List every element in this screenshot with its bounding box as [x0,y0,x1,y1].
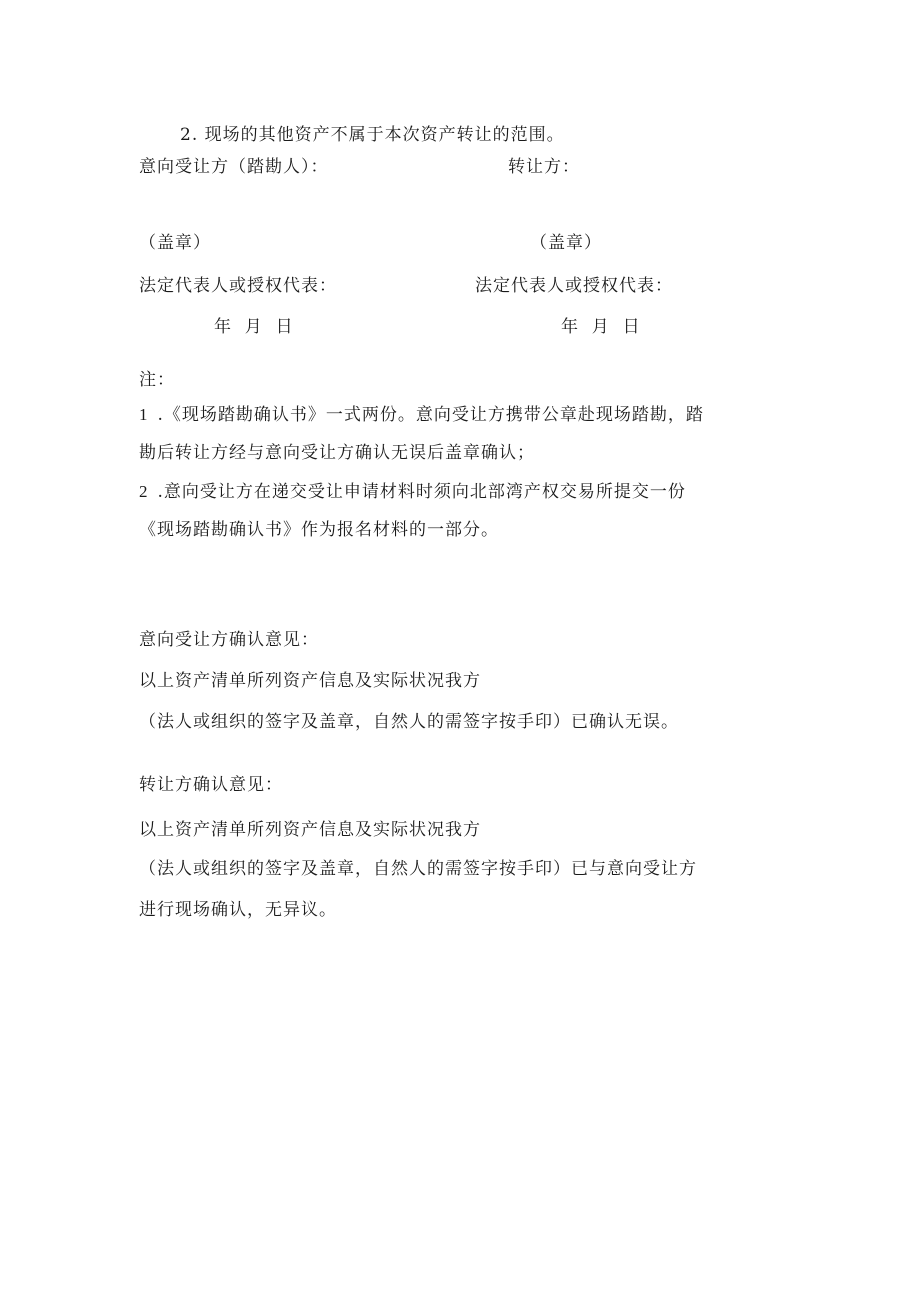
note-1-text: .《现场踏勘确认书》一式两份。意向受让方携带公章赴现场踏勘，踏 [157,405,704,425]
transferor-signature-label: 转让方： [508,157,580,177]
transferee-representative-label: 法定代表人或授权代表： [139,276,337,296]
note-2-text: .意向受让方在递交受让申请材料时须向北部湾产权交易所提交一份 [157,482,686,502]
transferor-opinion-line-1: 以上资产清单所列资产信息及实际状况我方 [139,820,481,840]
transferor-date-label: 年 月 日 [561,317,641,337]
note-1-line-2: 勘后转让方经与意向受让方确认无误后盖章确认； [139,443,535,463]
note-2-line-1 [139,481,686,503]
clause-item-2: 2. 现场的其他资产不属于本次资产转让的范围。 [180,125,565,145]
note-1-line-1 [139,404,704,426]
transferor-opinion-heading: 转让方确认意见： [139,775,283,795]
transferee-date-label: 年 月 日 [214,317,294,337]
transferee-opinion-heading: 意向受让方确认意见： [139,630,319,650]
notes-heading: 注： [139,370,175,390]
transferor-opinion-line-3: 进行现场确认，无异议。 [139,900,337,920]
note-2-number: 2 [139,482,148,501]
transferee-opinion-line-1: 以上资产清单所列资产信息及实际状况我方 [139,671,481,691]
transferor-representative-label: 法定代表人或授权代表： [475,276,673,296]
transferee-opinion-line-2: （法人或组织的签字及盖章，自然人的需签字按手印）已确认无误。 [139,712,679,732]
transferee-seal-label: （盖章） [139,233,211,253]
transferee-signature-label: 意向受让方（踏勘人）： [139,157,329,177]
transferor-opinion-line-2: （法人或组织的签字及盖章，自然人的需签字按手印）已与意向受让方 [139,859,697,879]
note-2-line-2: 《现场踏勘确认书》作为报名材料的一部分。 [139,520,499,540]
transferor-seal-label: （盖章） [530,233,602,253]
note-1-number: 1 [139,405,148,424]
